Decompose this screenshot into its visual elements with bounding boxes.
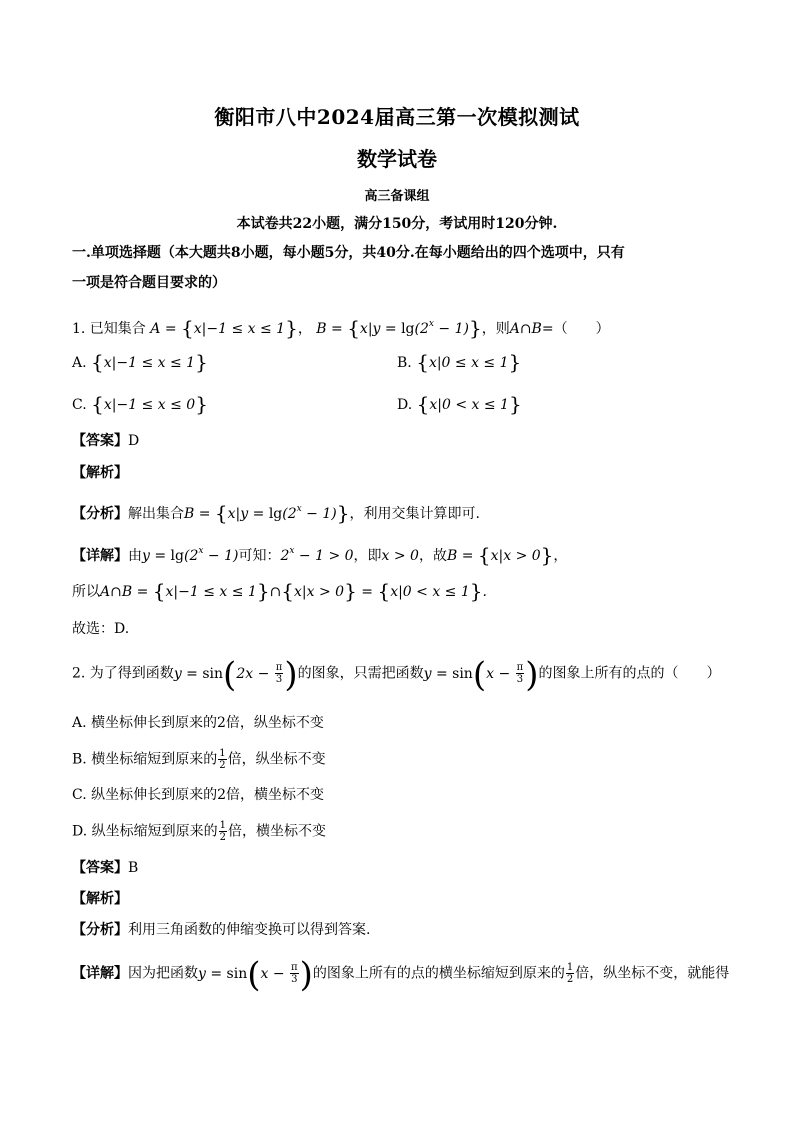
set-a-formula: A = {x|−1 ≤ x ≤ 1} xyxy=(150,316,298,340)
fenxi-tag: 【分析】 xyxy=(72,506,128,522)
set-b-formula: $B = \{x|y = \lg(2^x - 1)\}$ xyxy=(184,501,350,525)
prep-group: 高三备课组 xyxy=(364,189,430,204)
q1-option-b xyxy=(397,352,521,373)
answer-tag: 【答案】 xyxy=(72,860,128,876)
q1-option-c xyxy=(72,394,208,415)
fenxi-tag: 【分析】 xyxy=(72,922,128,938)
xiangjie-tag: 【详解】 xyxy=(72,965,128,982)
q2-option-c: C. 纵坐标伸长到原来的2倍，横坐标不变 xyxy=(72,787,325,803)
section-heading-line1: 一.单项选择题（本大题共8小题，每小题5分，共40分.在每小题给出的四个选项中，只有 xyxy=(72,245,625,261)
option-b-formula: {x|0 ≤ x ≤ 1} xyxy=(416,350,522,374)
exam-subtitle: 数学试卷 xyxy=(357,147,437,171)
text: ， xyxy=(553,548,568,564)
question-1-stem xyxy=(72,314,610,339)
formula: $y = \lg(2^x - 1)$ xyxy=(142,546,239,564)
q1-ask: =（ ） xyxy=(541,321,610,337)
q1-xiangjie xyxy=(72,541,567,566)
text: 可知： xyxy=(238,548,281,564)
option-label: D. xyxy=(397,397,413,413)
q1-then: ，则 xyxy=(481,321,510,337)
q2-option-a: A. 横坐标伸长到原来的2倍，纵坐标不变 xyxy=(72,715,324,731)
q2-suffix: 的图象上所有的点的（ ） xyxy=(538,665,721,682)
fenxi-text: 解出集合 xyxy=(128,506,184,522)
q1-option-a xyxy=(72,352,208,373)
q2-option-d xyxy=(72,820,326,843)
fenxi-text: ，利用交集计算即可. xyxy=(349,506,480,522)
text: 由 xyxy=(128,548,142,564)
option-label: A. xyxy=(72,355,87,371)
intersection-formula: A∩B xyxy=(509,321,542,337)
q1-option-d xyxy=(397,394,522,415)
option-label: B. xyxy=(397,355,412,371)
text: 倍，纵坐标不变，就能得 xyxy=(575,965,730,982)
exam-info: 本试卷共22小题，满分150分，考试用时120分钟. xyxy=(236,216,558,232)
q1-conclusion: 故选：D. xyxy=(72,621,130,637)
q2-mid: 的图象，只需把函数 xyxy=(297,665,424,682)
q2-analysis-tag: 【解析】 xyxy=(72,891,128,907)
text: 所以 xyxy=(72,584,100,600)
text: 倍，横坐标不变 xyxy=(228,823,327,840)
option-c-formula: {x|−1 ≤ x ≤ 0} xyxy=(91,392,208,416)
q1-so xyxy=(72,581,487,602)
formula: y = sin(x − $\frac{\pi}{3}$ ) xyxy=(198,954,313,995)
text: 的图象上所有的点的横坐标缩短到原来的 xyxy=(312,965,565,982)
formula: y = sin(x − $\frac{\pi}{3}$ ) xyxy=(423,654,539,695)
text: 倍，纵坐标不变 xyxy=(227,751,326,768)
option-a-formula: {x|−1 ≤ x ≤ 1} xyxy=(91,350,208,374)
question-2-stem xyxy=(72,654,721,695)
q2-prefix: 2. 为了得到函数 xyxy=(72,665,174,682)
fraction-one-half: $\frac{1}{2}$ xyxy=(219,748,226,771)
formula: $2^x - 1 > 0$ xyxy=(280,546,354,564)
text: D. 纵坐标缩短到原来的 xyxy=(72,823,218,840)
exam-title: 衡阳市八中2024届高三第一次模拟测试 xyxy=(214,105,580,129)
q2-xiangjie xyxy=(72,954,730,995)
option-d-formula: {x|0 < x ≤ 1} xyxy=(416,392,522,416)
section-heading-line2: 一项是符合题目要求的） xyxy=(72,275,226,291)
text: B. 横坐标缩短到原来的 xyxy=(72,751,218,768)
q2-option-b xyxy=(72,748,326,771)
q1-comma: ， xyxy=(297,321,312,337)
q1-analysis-tag: 【解析】 xyxy=(72,465,128,481)
q2-fenxi xyxy=(72,920,370,940)
q1-prefix: 1. 已知集合 xyxy=(72,321,146,337)
fenxi-text: 利用三角函数的伸缩变换可以得到答案. xyxy=(128,922,371,938)
formula: B = {x|x > 0} xyxy=(446,543,554,567)
formula: x > 0 xyxy=(381,548,419,564)
xiangjie-tag: 【详解】 xyxy=(72,548,128,564)
fraction-one-half: $\frac{1}{2}$ xyxy=(566,962,574,985)
text: 因为把函数 xyxy=(128,965,198,982)
text: ，即 xyxy=(353,548,382,564)
answer-tag: 【答案】 xyxy=(72,433,128,449)
q1-fenxi xyxy=(72,499,480,524)
q1-answer xyxy=(72,431,139,451)
option-label: C. xyxy=(72,397,87,413)
formula: y = sin(2x − $\frac{\pi}{3}$ ) xyxy=(173,654,298,695)
formula: A∩B = {x|−1 ≤ x ≤ 1}∩{x|x > 0} = {x|0 < x ≤ 1}. xyxy=(100,579,487,603)
q2-answer xyxy=(72,858,138,878)
set-b-formula: $B = \{x|y = \lg(2^x - 1)\}$ xyxy=(316,316,482,340)
answer-value: B xyxy=(128,860,139,876)
answer-value: D xyxy=(128,433,140,449)
text: ，故 xyxy=(418,548,447,564)
fraction-one-half: $\frac{1}{2}$ xyxy=(219,820,227,843)
